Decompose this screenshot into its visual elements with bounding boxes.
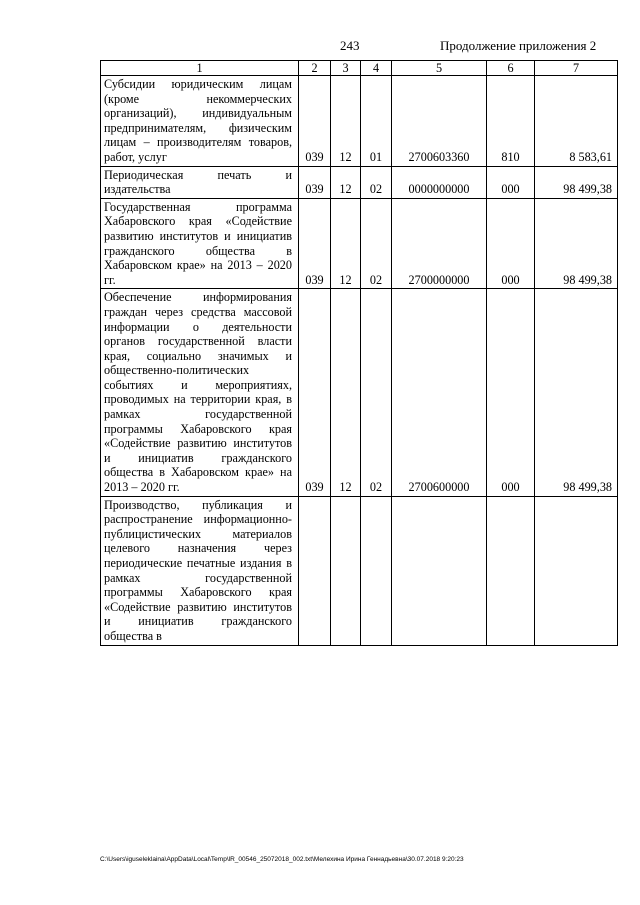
expense-type-code: 000 xyxy=(487,198,535,289)
section-code: 12 xyxy=(331,289,361,496)
target-article-code: 2700600000 xyxy=(392,289,487,496)
ved-code: 039 xyxy=(299,166,331,198)
table-row xyxy=(101,76,618,167)
amount: 98 499,38 xyxy=(535,289,618,496)
column-header: 5 xyxy=(392,61,487,76)
ved-code: 039 xyxy=(299,289,331,496)
table-row xyxy=(101,496,618,645)
subsection-code: 02 xyxy=(361,166,392,198)
section-code xyxy=(331,496,361,645)
expense-type-code: 000 xyxy=(487,166,535,198)
section-code: 12 xyxy=(331,76,361,167)
row-name: Производство, публикация и распространение информационно-публицистических материалов целевого назначения через периодические печатные издания в рамках государственной программы Хабаровского края «Содействие развитию институтов и инициатив гражданского общества в xyxy=(104,497,292,643)
table-row xyxy=(101,166,618,198)
amount: 98 499,38 xyxy=(535,166,618,198)
table-row xyxy=(101,289,618,496)
column-header: 3 xyxy=(331,61,361,76)
row-name: Обеспечение информирования граждан через средства массовой информации о деятельности органов государственной власти края, социально значимых и общественно-политических событиях и мероприятиях, проводимых на территории края, в рамках государственной программы Хабаровского края «Содействие развитию институтов и инициатив гражданского общества в Хабаровском крае» на 2013 – 2020 гг. xyxy=(104,290,292,495)
table-header-row xyxy=(101,61,618,76)
expense-type-code: 810 xyxy=(487,76,535,167)
page-number: 243 xyxy=(340,38,360,53)
subsection-code: 01 xyxy=(361,76,392,167)
table-row xyxy=(101,198,618,289)
section-code: 12 xyxy=(331,198,361,289)
subsection-code: 02 xyxy=(361,198,392,289)
row-name: Государственная программа Хабаровского края «Содействие развитию институтов и инициатив гражданского общества в Хабаровском крае» на 2013 – 2020 гг. xyxy=(104,199,292,287)
ved-code: 039 xyxy=(299,198,331,289)
amount xyxy=(535,496,618,645)
target-article-code: 2700603360 xyxy=(392,76,487,167)
expense-type-code: 000 xyxy=(487,289,535,496)
subsection-code xyxy=(361,496,392,645)
amount: 8 583,61 xyxy=(535,76,618,167)
row-name: Периодическая печать и издательства xyxy=(104,167,292,197)
ved-code: 039 xyxy=(299,76,331,167)
section-code: 12 xyxy=(331,166,361,198)
ved-code xyxy=(299,496,331,645)
amount: 98 499,38 xyxy=(535,198,618,289)
budget-table xyxy=(100,60,618,646)
continuation-label: Продолжение приложения 2 xyxy=(440,38,597,53)
expense-type-code xyxy=(487,496,535,645)
column-header: 2 xyxy=(299,61,331,76)
column-header: 1 xyxy=(101,61,299,76)
column-header: 7 xyxy=(535,61,618,76)
target-article-code: 2700000000 xyxy=(392,198,487,289)
column-header: 4 xyxy=(361,61,392,76)
row-name: Субсидии юридическим лицам (кроме некоммерческих организаций), индивидуальным предпринимателям, физическим лицам – производителям товаров, работ, услуг xyxy=(104,77,292,164)
target-article-code xyxy=(392,496,487,645)
target-article-code: 0000000000 xyxy=(392,166,487,198)
file-path-footer: C:\Users\iguseleklaina\AppData\Local\Temp\lR_00546_25072018_002.txt\Мелехина Ирина Геннадьевна\30.07.2018 9:20:23 xyxy=(100,856,464,863)
column-header: 6 xyxy=(487,61,535,76)
subsection-code: 02 xyxy=(361,289,392,496)
